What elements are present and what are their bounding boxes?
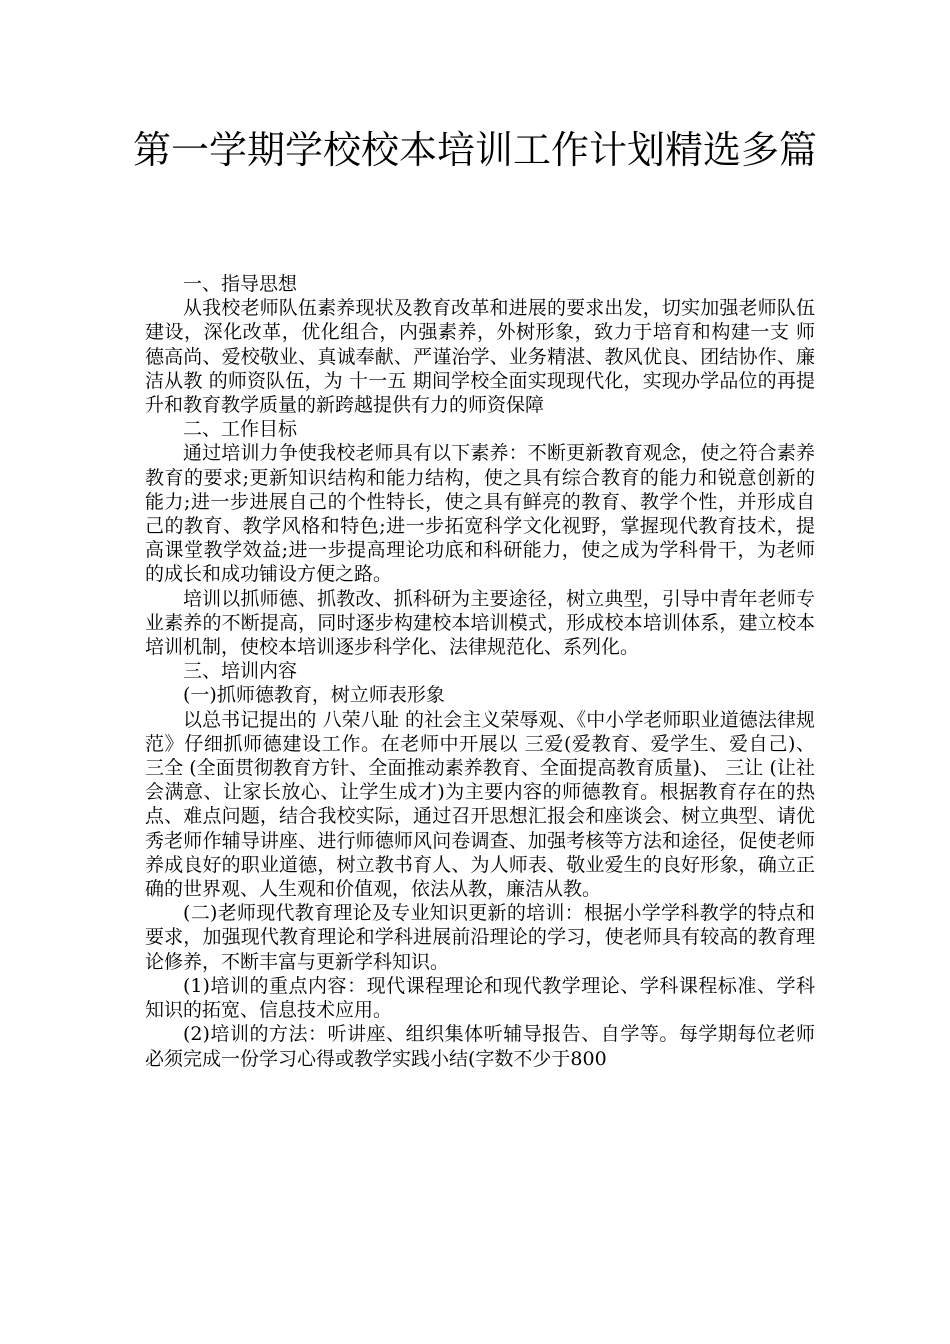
body-paragraph: 培训以抓师德、抓教改、抓科研为主要途径，树立典型，引导中青年老师专业素养的不断提高，同时逐步构建校本培训模式，形成校本培训体系，建立校本培训机制，使校本培训逐步科学化、法律规范化、系列化。: [145, 587, 815, 659]
body-paragraph: 通过培训力争使我校老师具有以下素养：不断更新教育观念，使之符合素养教育的要求;更新知识结构和能力结构，使之具有综合教育的能力和锐意创新的能力;进一步进展自己的个性特长，使之具有鲜亮的教育、教学个性，并形成自己的教育、教学风格和特色;进一步拓宽科学文化视野，掌握现代教育技术，提高课堂教学效益;进一步提高理论功底和科研能力，使之成为学科骨干，为老师的成长和成功铺设方便之路。: [145, 442, 815, 586]
body-paragraph: (2)培训的方法：听讲座、组织集体听辅导报告、自学等。每学期每位老师必须完成一份学习心得或教学实践小结(字数不少于800: [145, 1023, 815, 1070]
body-paragraph: (二)老师现代教育理论及专业知识更新的培训：根据小学学科教学的特点和要求，加强现代教育理论和学科进展前沿理论的学习，使老师具有较高的教育理论修养，不断丰富与更新学科知识。: [145, 902, 815, 973]
section-heading: 二、工作目标: [183, 418, 298, 441]
section-heading: 三、培训内容: [183, 660, 298, 683]
body-paragraph: 从我校老师队伍素养现状及教育改革和进展的要求出发，切实加强老师队伍建设，深化改革，优化组合，内强素养，外树形象，致力于培育和构建一支 师德高尚、爱校敬业、真诚奉献、严谨治学、业务精湛、教风优良、团结协作、廉洁从教 的师资队伍，为 十一五 期间学校全面实现现代化，实现办学品位的再提升和教育教学质量的新跨越提供有力的师资保障: [145, 297, 815, 417]
document-title: 第一学期学校校本培训工作计划精选多篇: [132, 128, 817, 172]
section-heading: 一、指导思想: [183, 273, 298, 295]
subsection-heading: (一)抓师德教育，树立师表形象: [183, 684, 445, 707]
body-paragraph: 以总书记提出的 八荣八耻 的社会主义荣辱观、《中小学老师职业道德法律规范》仔细抓师德建设工作。在老师中开展以 三爱(爱教育、爱学生、爱自己)、 三全 (全面贯彻教育方针、全面推动素养教育、全面提高教育质量)、 三让 (让社会满意、让家长放心、让学生成才)为主要内容的师德教育。根据教育存在的热点、难点问题，结合我校实际，通过召开思想汇报会和座谈会、树立典型、请优秀老师作辅导讲座、进行师德师风问卷调查、加强考核等方法和途径，促使老师养成良好的职业道德，树立教书育人、为人师表、敬业爱生的良好形象，确立正确的世界观、人生观和价值观，依法从教，廉洁从教。: [145, 708, 815, 901]
body-paragraph: (1)培训的重点内容：现代课程理论和现代教学理论、学科课程标准、学科知识的拓宽、信息技术应用。: [145, 974, 815, 1022]
document-body: [145, 272, 815, 1071]
